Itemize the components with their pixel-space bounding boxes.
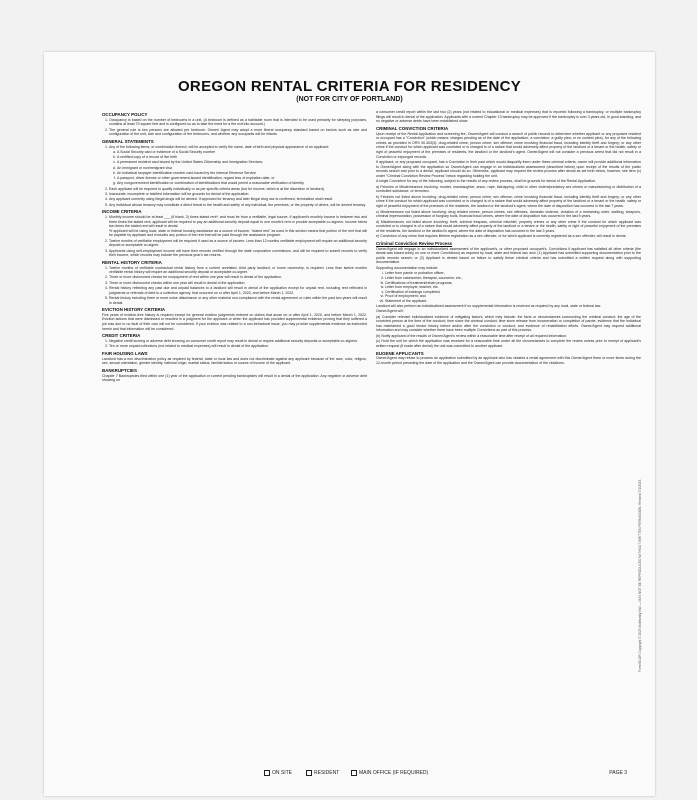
page-number: PAGE 3 (609, 770, 627, 776)
docs-item: iii. Certifications of treatment/rehab programs; (385, 281, 641, 286)
on-site-checkbox[interactable] (264, 770, 270, 776)
rental-history-list (102, 266, 367, 306)
criminal-item-e: e) Conviction of any crime that requires lifetime registration as a sex offender, or for which applicant is currently registered as a sex offender, will result in denial. (376, 234, 627, 239)
criminal-heading: CRIMINAL CONVICTION CRITERIA (376, 125, 449, 131)
main-office-checkbox[interactable] (351, 770, 357, 776)
rental-history-item: 1. Twelve months of verifiable contractual rental history from a current unrelated, third party landlord, or home ownership, is required. Less than twelve months verifiable rental history will require an additional security deposit or acceptable co-signer. (109, 266, 367, 275)
document-page (44, 52, 655, 796)
left-column (102, 110, 367, 384)
criminal-intro: Upon receipt of the Rental Application and screening fee, Owner/Agent will conduct a search of public records to determine whether applicant or any proposed resident or occupant has a "Conviction" (which means: charges pending as of the date of the application; a conviction; a guilty plea; or no contest plea), for any of the following crimes as provided in ORS 90.303(3): drug-related crime; person crime; sex offense; crime involving financial fraud, including identity theft and forgery; or any other crime if the conduct for which applicant was convicted or is charged is of a nature that would adversely affect property of the landlord or a tenant or the health, safety or right of peaceful enjoyment of the premises of residents, the landlord or the landlord's agent. Owner/Agent will not consider a previous arrest that did not result in a Conviction or expunged records. (376, 131, 641, 159)
id-subitem: f. A passport, driver license or other government-issued identification, regard less of expiration date, or (117, 176, 367, 181)
general-list (102, 145, 367, 208)
rental-history-item: 3. Three or more dishonored checks within one year will result in denial of the application. (109, 281, 367, 286)
bankruptcies-text: Chapter 7 Bankruptcies filed within one (1) year of the application or current pending bankruptcies will result in a denial of the application. Any negative or adverse debt showing on (102, 373, 367, 383)
general-heading: GENERAL STATEMENTS (102, 139, 154, 145)
income-list (102, 215, 367, 258)
income-item (109, 215, 367, 238)
review-item-b: (b) Notify applicant of the results of Owner/Agent's review within a reasonable time after receipt of all required information. (376, 333, 568, 338)
review-item-a: (a) Consider relevant individualized evidence of mitigating factors, which may include: the facts or circumstances surrounding the criminal conduct; the age of the convicted person at the time of the conduct; time since the criminal conduct; time since release from incarceration or completion of parole; evidence that the individual has maintained a good tenant history before and/or after the conviction or conduct; and evidence of rehabilitation efforts. Owner/Agent may request additional information and may consider whether there have been multiple Convictions as part of this process. (376, 314, 641, 333)
income-heading: INCOME CRITERIA (102, 209, 142, 215)
bankruptcy-continued: a consumer credit report within the last two (2) years (not related to educational or medical expenses) that is reported following a bankruptcy, or multiple bankruptcy filings will result in denial of the application. Applicants with a current Chapter 13 bankruptcy may be approved if the bankruptcy is over 3 years old, in good standing, and no negative or adverse debts have been established since. (376, 110, 641, 124)
criminal-item-a: a) Felonies or Misdemeanors involving: murder, manslaughter, arson, rape, kidnapping, child or other violent/predatory sex crimes or manufacturing or distribution of a controlled substance, or terrorism. (376, 184, 641, 194)
resident-label: RESIDENT (314, 770, 340, 776)
on-site-label: ON SITE (272, 770, 293, 776)
docs-label: Supporting documentation may include: (376, 265, 439, 270)
review-intro: Owner/Agent will engage in an individualized assessment of the applicant's, or other proposed occupant's, Convictions if applicant has satisfied all other criteria (the denial was based solely on one or more Convictions) as required by local, state and federal law, and: (1) Applicant has submitted supporting documentation prior to the public records search; or (2) Applicant is denied based on failure to satisfy these criminal criteria and has submitted a written request along with supporting documentation. (376, 246, 641, 265)
page-footer (44, 770, 655, 780)
docs-item: iv. Letter from employer, teacher, etc. (385, 285, 641, 290)
id-subitem: e. An individual taxpayer identification number card issued by the Internal Revenue Service (117, 171, 367, 176)
credit-item: 2. Ten or more unpaid collections (not related to medical expenses) will result in denial of the application. (109, 344, 367, 349)
income-item: 3. Applicants using self-employment income will have their records verified through the state corporation commission, and will be required to submit records to verify their income, which records may include the previous year's tax returns. (109, 249, 367, 258)
rental-history-item: 2. Three or more dishonored checks for nonpayment of rent within one year will result in denial of the application. (109, 275, 367, 280)
criminal-item-d: d) Misdemeanors not listed above involving: theft, criminal trespass, criminal mischief, property crimes or any other crime if the conduct for which applicant was convicted or is charged is of a nature that would adversely affect property of the landlord or a tenant or the health, safety or right of peaceful enjoyment of the premises of the residents, the landlord or the landlord's agent, where the date of disposition has occurred in the last 3 years. (376, 219, 641, 233)
general-item-text: Any of the following items, or combination thereof, will be accepted to verify the name, date of birth and physical appearance of an applicant: (109, 144, 330, 149)
review-paragraph: Landlord will also perform an individualized assessment if no supplemental information is received as required by any local, state or federal law. (376, 303, 601, 308)
criminal-paragraph: A single Conviction for any of the following, subject to the results of any review process, shall be grounds for denial of the Rental Application. (376, 179, 597, 184)
id-subitem: g. Any nongovernment identification or combination of identifications that would permit a reasonable verification of identity. (117, 181, 367, 186)
page-subtitle: (NOT FOR CITY OF PORTLAND) (296, 96, 403, 103)
review-heading: Criminal Conviction Review Process (376, 241, 453, 247)
income-note: *If applicant will be using local, state or federal housing assistance as a source of income, "stated rent" as used in this section means that portion of the rent that will be payable by applicant and excludes any portion of the rent that will be paid through the assistance program. (109, 228, 367, 238)
docs-item: ii. Letter from caseworker, therapist, counselor, etc.; (385, 276, 641, 281)
occupancy-list (102, 118, 367, 137)
id-subitem: b. A certified copy of a record of live birth (117, 155, 367, 160)
criminal-item-b: b) Felonies not listed above involving: drug-related crime; person crime; sex offense; crime involving financial fraud, including identity theft and forgery; or any other crime if the conduct for which applicant was convicted or is charged is of a nature that would adversely affect property of the landlord or a tenant or the health, safety or right of peaceful enjoyment of the premises of the residents, the landlord or the landlord's agent, where the date of disposition has occurred in the last 7 years. (376, 194, 641, 209)
rental-history-item: 5. Rental history including three or more noise disturbance or any other material non-compliance with the rental agreement or rules within the past two years will result in denial. (109, 296, 367, 305)
rental-history-heading: RENTAL HISTORY CRITERIA (102, 260, 162, 266)
id-subitem: a. A Social Security card or evidence of a Social Security number (117, 150, 367, 155)
eugene-text: Owner/Agent may refuse to process an application submitted by an applicant who has violated a rental agreement with this Owner/Agent three or more times during the 12-month period preceding the date of the application and the Owner/Agent can provide documentation of the violations. (376, 356, 641, 365)
fair-housing-text: Landlord has a non discrimination policy as required by federal, state or local law and does not discriminate against any applicant because of the race, color, religion, sex, sexual orientation, gender identity, national origin, marital status, familial status or source of income of the applicant. (102, 356, 367, 366)
criminal-item-c: c) Misdemeanors not listed above involving: drug related crimes, person crimes, sex offenses, domestic violence, violation of a restraining order, stalking, weapons, criminal impersonation, possession of burglary tools, financial fraud crimes, where the date of disposition has occurred in the last 5 years. (376, 209, 641, 219)
general-item (109, 145, 367, 186)
main-office-label: MAIN OFFICE (IF REQUIRED) (359, 770, 429, 776)
general-item: 2. Each applicant will be required to qualify individually or as per specific criteria areas (but for income, which is at the discretion of landlord). (109, 187, 367, 192)
occupancy-item: 1. Occupancy is based on the number of bedrooms in a unit. (A bedroom is defined as a habitable room that is intended to be used primarily for sleeping purposes, contains at least 70 square feet and is configured so as to take the need for a fire exit into account.) (109, 118, 367, 127)
rental-history-item: 4. Rental history reflecting any past due and unpaid balances to a landlord will result in denial of the application except for unpaid rent, including rent reflected in judgments or referrals of debt to a collection agency, that occurred on or after April 1, 2020, and before March 1, 2022. (109, 286, 367, 295)
eviction-heading: EVICTION HISTORY CRITERIA (102, 307, 166, 313)
income-item: 2. Twelve months of verifiable employment will be required if used as a source of income. Less than 12 months verifiable employment will require an additional security deposit or acceptable co-signer. (109, 239, 367, 248)
copyright-text: Form 60-OR Copyright © 2023 Multifamily NW — MAY NOT BE REPRODUCED WITHOUT WRITTEN PERMISSION. Revised 7/1/2023. (638, 479, 642, 672)
bankruptcies-heading: BANKRUPTCIES (102, 368, 137, 374)
docs-list (376, 271, 641, 303)
docs-item: v. Certification of trainings completed; (385, 290, 641, 295)
credit-item: 1. Negative credit scoring or adverse debt showing on consumer credit report may result in denial or require additional security deposits or acceptable co-signers. (109, 339, 367, 344)
resident-option[interactable] (306, 770, 339, 776)
eugene-heading: EUGENE APPLICANTS (376, 350, 424, 356)
occupancy-heading: OCCUPANCY POLICY (102, 112, 148, 118)
income-item-text: Monthly income should be at least ___ (if blank, 3) times stated rent*, and must be from a verifiable, legal source. If applicant's monthly income is between two and three times the stated rent, applicant will be required to pay an additional security deposit equal to one month's rent or provide acceptable co-signers. Income below two times the stated rent will result in denial. (109, 214, 367, 229)
main-office-option[interactable] (351, 770, 428, 776)
general-item: 3. Inaccurate, incomplete or falsified information will be grounds for denial of the application. (109, 192, 367, 197)
review-item-c: (c) Hold the unit for which the application was received for a reasonable time under all the circumstances to complete the review unless prior to receipt of applicant's written request (if made after denial) the unit was committed to another applicant. (376, 339, 641, 348)
on-site-option[interactable] (264, 770, 292, 776)
general-item: 5. Any individual whose tenancy may constitute a direct threat to the health and safety of any individual, the premises, or the property of others, will be denied tenancy. (109, 203, 367, 208)
page-title: OREGON RENTAL CRITERIA FOR RESIDENCY (177, 78, 522, 95)
id-subitem: c. A permanent resident card issued by the United States Citizenship and Immigration Services; (117, 160, 367, 165)
id-sublist (109, 150, 367, 186)
occupancy-item: 2. The general rule is two persons are allowed per bedroom. Owner/ Agent may adopt a more liberal occupancy standard based on factors such as size and configuration of the unit, size and configuration of the bedrooms, and whether any occupants will be infants. (109, 128, 367, 137)
general-item: 4. Any applicant currently using illegal drugs will be denied. If approved for tenancy and later illegal drug use is confirmed, termination shall result. (109, 197, 367, 202)
docs-item: vi. Proof of employment; and (385, 294, 641, 299)
resident-checkbox[interactable] (306, 770, 312, 776)
fair-housing-heading: FAIR HOUSING LAWS (102, 351, 148, 357)
right-column (376, 110, 641, 366)
copyright-sidebar (632, 192, 640, 672)
owner-will-label: Owner/Agent will: (376, 309, 404, 314)
credit-heading: CREDIT CRITERIA (102, 333, 141, 339)
credit-list (102, 339, 367, 349)
docs-item: i. Letter from parole or probation officer; (385, 271, 641, 276)
id-subitem: d. An immigrant or nonimmigrant visa (117, 166, 367, 171)
docs-item: vii. Statement of the applicant. (385, 299, 641, 304)
criminal-paragraph: If applicant, or any proposed occupant, has a Conviction in their past which would disqualify them under these criminal criteria, owner will provide additional information to Owner/Agent along with the application so Owner/Agent can engage in an individualized assessment (described below) upon receipt of the results of the public records search and prior to a denial, applicant should do so. Otherwise, applicant may request the review process after denial as set forth below, however, see item (c) under "Criminal Conviction Review Process" below regarding holding the unit. (376, 160, 641, 178)
eviction-text: Five years of eviction-free history is required except for general eviction judgments entered on claims that arose on or after April 1, 2020, and before March 1, 2022. Eviction actions that were dismissed or resulted in a judgment for the applicant or when the applicant has provided supplemental evidence proving that they suffered a job loss due to no fault of their own will not be considered. If your eviction was related to a non-behavioral issue, you may provide supplemental evidence as instructed herein and that information will be considered. (102, 312, 367, 331)
